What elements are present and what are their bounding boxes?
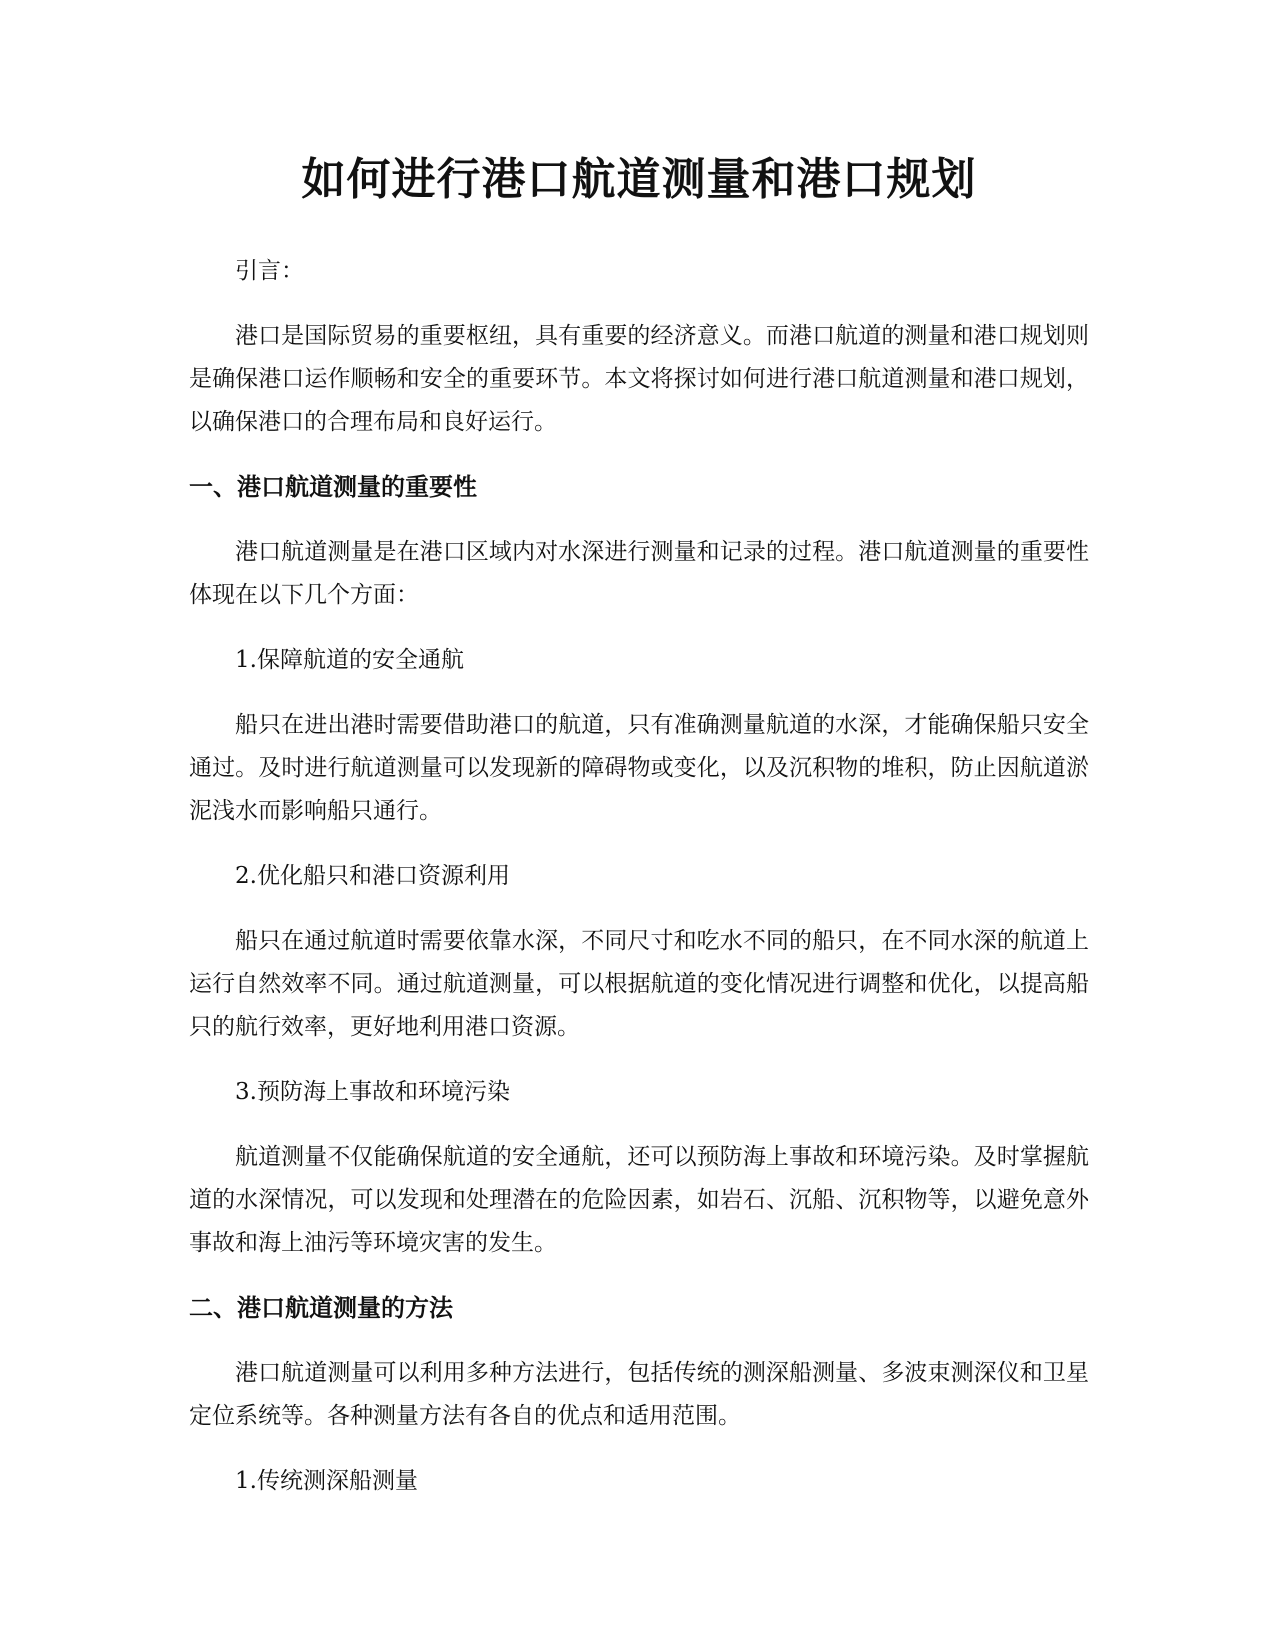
section-heading: 二、港口航道测量的方法	[189, 1294, 453, 1322]
section-heading: 一、港口航道测量的重要性	[189, 473, 477, 501]
list-item: 3.预防海上事故和环境污染	[235, 1079, 510, 1105]
document-title: 如何进行港口航道测量和港口规划	[301, 154, 977, 205]
paragraph: 船只在进出港时需要借助港口的航道，只有准确测量航道的水深，才能确保船只安全通过。及时进行航道测量可以发现新的障碍物或变化，以及沉积物的堆积，防止因航道淤泥浅水而影响船只通行。	[189, 712, 1089, 824]
paragraph: 港口航道测量可以利用多种方法进行，包括传统的测深船测量、多波束测深仪和卫星定位系统等。各种测量方法有各自的优点和适用范围。	[189, 1360, 1089, 1429]
list-item: 1.传统测深船测量	[235, 1468, 418, 1494]
document-content	[189, 250, 1089, 1503]
paragraph: 船只在通过航道时需要依靠水深，不同尺寸和吃水不同的船只，在不同水深的航道上运行自然效率不同。通过航道测量，可以根据航道的变化情况进行调整和优化，以提高船只的航行效率，更好地利用港口资源。	[189, 928, 1089, 1040]
document-body	[189, 140, 1089, 1525]
paragraph: 航道测量不仅能确保航道的安全通航，还可以预防海上事故和环境污染。及时掌握航道的水深情况，可以发现和处理潜在的危险因素，如岩石、沉船、沉积物等，以避免意外事故和海上油污等环境灾害的发生。	[189, 1144, 1089, 1256]
paragraph: 港口是国际贸易的重要枢纽，具有重要的经济意义。而港口航道的测量和港口规划则是确保港口运作顺畅和安全的重要环节。本文将探讨如何进行港口航道测量和港口规划，以确保港口的合理布局和良好运行。	[189, 323, 1089, 435]
list-item: 1.保障航道的安全通航	[235, 647, 464, 673]
list-item: 引言：	[235, 258, 304, 284]
list-item: 2.优化船只和港口资源利用	[235, 863, 510, 889]
paragraph: 港口航道测量是在港口区域内对水深进行测量和记录的过程。港口航道测量的重要性体现在以下几个方面：	[189, 539, 1089, 608]
